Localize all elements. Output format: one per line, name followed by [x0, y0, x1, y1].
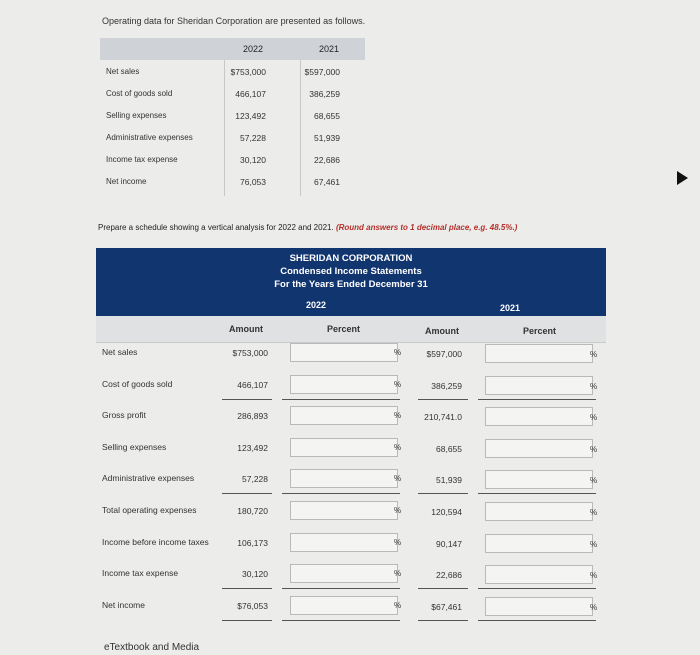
operating-data-table [100, 38, 365, 196]
amount-2022: $76,053 [237, 601, 268, 611]
col-percent-2021: Percent [523, 326, 557, 336]
amount-2021: 120,594 [431, 507, 462, 517]
underline-rule [282, 588, 400, 589]
row-label: Gross profit [102, 410, 146, 420]
col-percent-2022: Percent [327, 324, 361, 334]
percent-sign: % [394, 474, 402, 483]
amount-2021: $67,461 [431, 602, 462, 612]
underline-rule [222, 588, 272, 589]
percent-sign: % [394, 443, 402, 452]
amount-2021: 90,147 [436, 539, 462, 549]
value-2021: $597,000 [304, 67, 340, 77]
row-label: Net income [102, 600, 145, 610]
amount-2022: 30,120 [242, 569, 268, 579]
amount-2022: 466,107 [237, 380, 268, 390]
percent-sign: % [394, 506, 402, 515]
underline-rule [222, 493, 272, 494]
underline-rule [418, 399, 468, 400]
percent-sign: % [590, 476, 598, 485]
operating-data-header [100, 38, 365, 60]
row-label: Cost of goods sold [106, 89, 173, 98]
underline-rule [478, 399, 596, 400]
percent-sign: % [394, 411, 402, 420]
row-label: Cost of goods sold [102, 379, 173, 389]
percent-2022-input[interactable] [290, 533, 398, 552]
underline-rule [222, 399, 272, 400]
value-2021: 68,655 [314, 111, 340, 121]
header-2022: 2022 [243, 44, 264, 54]
rounding-note: (Round answers to 1 decimal place, e.g. 48.5%.) [335, 223, 518, 232]
percent-2022-input[interactable] [290, 501, 398, 520]
value-2022: $753,000 [230, 67, 266, 77]
underline-rule [418, 588, 468, 589]
instruction [98, 223, 517, 232]
amount-2021: 386,259 [431, 381, 462, 391]
statement-title: Condensed Income Statements [280, 266, 422, 277]
row-label: Selling expenses [102, 442, 167, 452]
col-amount-2021: Amount [425, 326, 459, 336]
value-2022: 466,107 [235, 89, 266, 99]
amount-2021: 22,686 [436, 570, 462, 580]
percent-2022-input[interactable] [290, 406, 398, 425]
percent-sign: % [394, 601, 402, 610]
row-label: Income tax expense [102, 568, 179, 578]
underline-rule [222, 620, 272, 621]
intro-text: Operating data for Sheridan Corporation are presented as follows. [102, 16, 366, 26]
amount-2021: 210,741.0 [424, 412, 462, 422]
percent-2021-input[interactable] [485, 439, 593, 458]
statement-period: For the Years Ended December 31 [274, 279, 428, 290]
percent-sign: % [590, 571, 598, 580]
underline-rule [418, 620, 468, 621]
value-2021: 67,461 [314, 177, 340, 187]
percent-sign: % [590, 413, 598, 422]
percent-2021-input[interactable] [485, 470, 593, 489]
percent-sign: % [394, 538, 402, 547]
row-label: Income before income taxes [102, 537, 209, 547]
underline-rule [282, 399, 400, 400]
amount-2022: 286,893 [237, 411, 268, 421]
col-amount-2022: Amount [229, 324, 263, 334]
amount-2022: $753,000 [232, 348, 268, 358]
percent-2022-input[interactable] [290, 438, 398, 457]
value-2022: 76,053 [240, 177, 266, 187]
value-2021: 386,259 [309, 89, 340, 99]
amount-2021: 68,655 [436, 444, 462, 454]
percent-sign: % [590, 603, 598, 612]
percent-sign: % [394, 569, 402, 578]
percent-2021-input[interactable] [485, 565, 593, 584]
value-2022: 123,492 [235, 111, 266, 121]
row-label: Net income [106, 177, 147, 186]
percent-2022-input[interactable] [290, 375, 398, 394]
schedule-column-header [96, 316, 606, 343]
row-label: Net sales [106, 67, 140, 76]
instruction-text: Prepare a schedule showing a vertical analysis for 2022 and 2021. [98, 223, 336, 232]
row-label: Income tax expense [106, 155, 178, 164]
schedule-year-2021: 2021 [500, 303, 521, 313]
header-2021: 2021 [319, 44, 340, 54]
underline-rule [478, 620, 596, 621]
underline-rule [282, 493, 400, 494]
percent-2021-input[interactable] [485, 502, 593, 521]
row-label: Administrative expenses [106, 133, 193, 142]
underline-rule [478, 493, 596, 494]
percent-2022-input[interactable] [290, 596, 398, 615]
amount-2021: 51,939 [436, 475, 462, 485]
mouse-pointer-icon [677, 171, 688, 185]
row-label: Selling expenses [106, 111, 167, 120]
percent-2022-input[interactable] [290, 343, 398, 362]
amount-2022: 106,173 [237, 538, 268, 548]
amount-2022: 123,492 [237, 443, 268, 453]
underline-rule [282, 620, 400, 621]
percent-sign: % [590, 350, 598, 359]
etextbook-link[interactable]: eTextbook and Media [104, 642, 200, 653]
company-name: SHERIDAN CORPORATION [289, 253, 413, 264]
underline-rule [478, 588, 596, 589]
percent-2021-input[interactable] [485, 407, 593, 426]
value-2022: 57,228 [240, 133, 266, 143]
value-2022: 30,120 [240, 155, 266, 165]
percent-sign: % [590, 445, 598, 454]
schedule-banner [96, 248, 606, 316]
row-label: Administrative expenses [102, 473, 195, 483]
value-2021: 51,939 [314, 133, 340, 143]
schedule-year-2022: 2022 [306, 300, 327, 310]
amount-2022: 180,720 [237, 506, 268, 516]
amount-2021: $597,000 [426, 349, 462, 359]
percent-sign: % [394, 380, 402, 389]
percent-2022-input[interactable] [290, 564, 398, 583]
row-label: Net sales [102, 347, 138, 357]
percent-2022-input[interactable] [290, 469, 398, 488]
percent-2021-input[interactable] [485, 344, 593, 363]
percent-sign: % [590, 508, 598, 517]
percent-sign: % [590, 382, 598, 391]
amount-2022: 57,228 [242, 474, 268, 484]
percent-sign: % [590, 540, 598, 549]
underline-rule [418, 493, 468, 494]
percent-2021-input[interactable] [485, 597, 593, 616]
percent-2021-input[interactable] [485, 376, 593, 395]
percent-2021-input[interactable] [485, 534, 593, 553]
row-label: Total operating expenses [102, 505, 197, 515]
value-2021: 22,686 [314, 155, 340, 165]
percent-sign: % [394, 348, 402, 357]
